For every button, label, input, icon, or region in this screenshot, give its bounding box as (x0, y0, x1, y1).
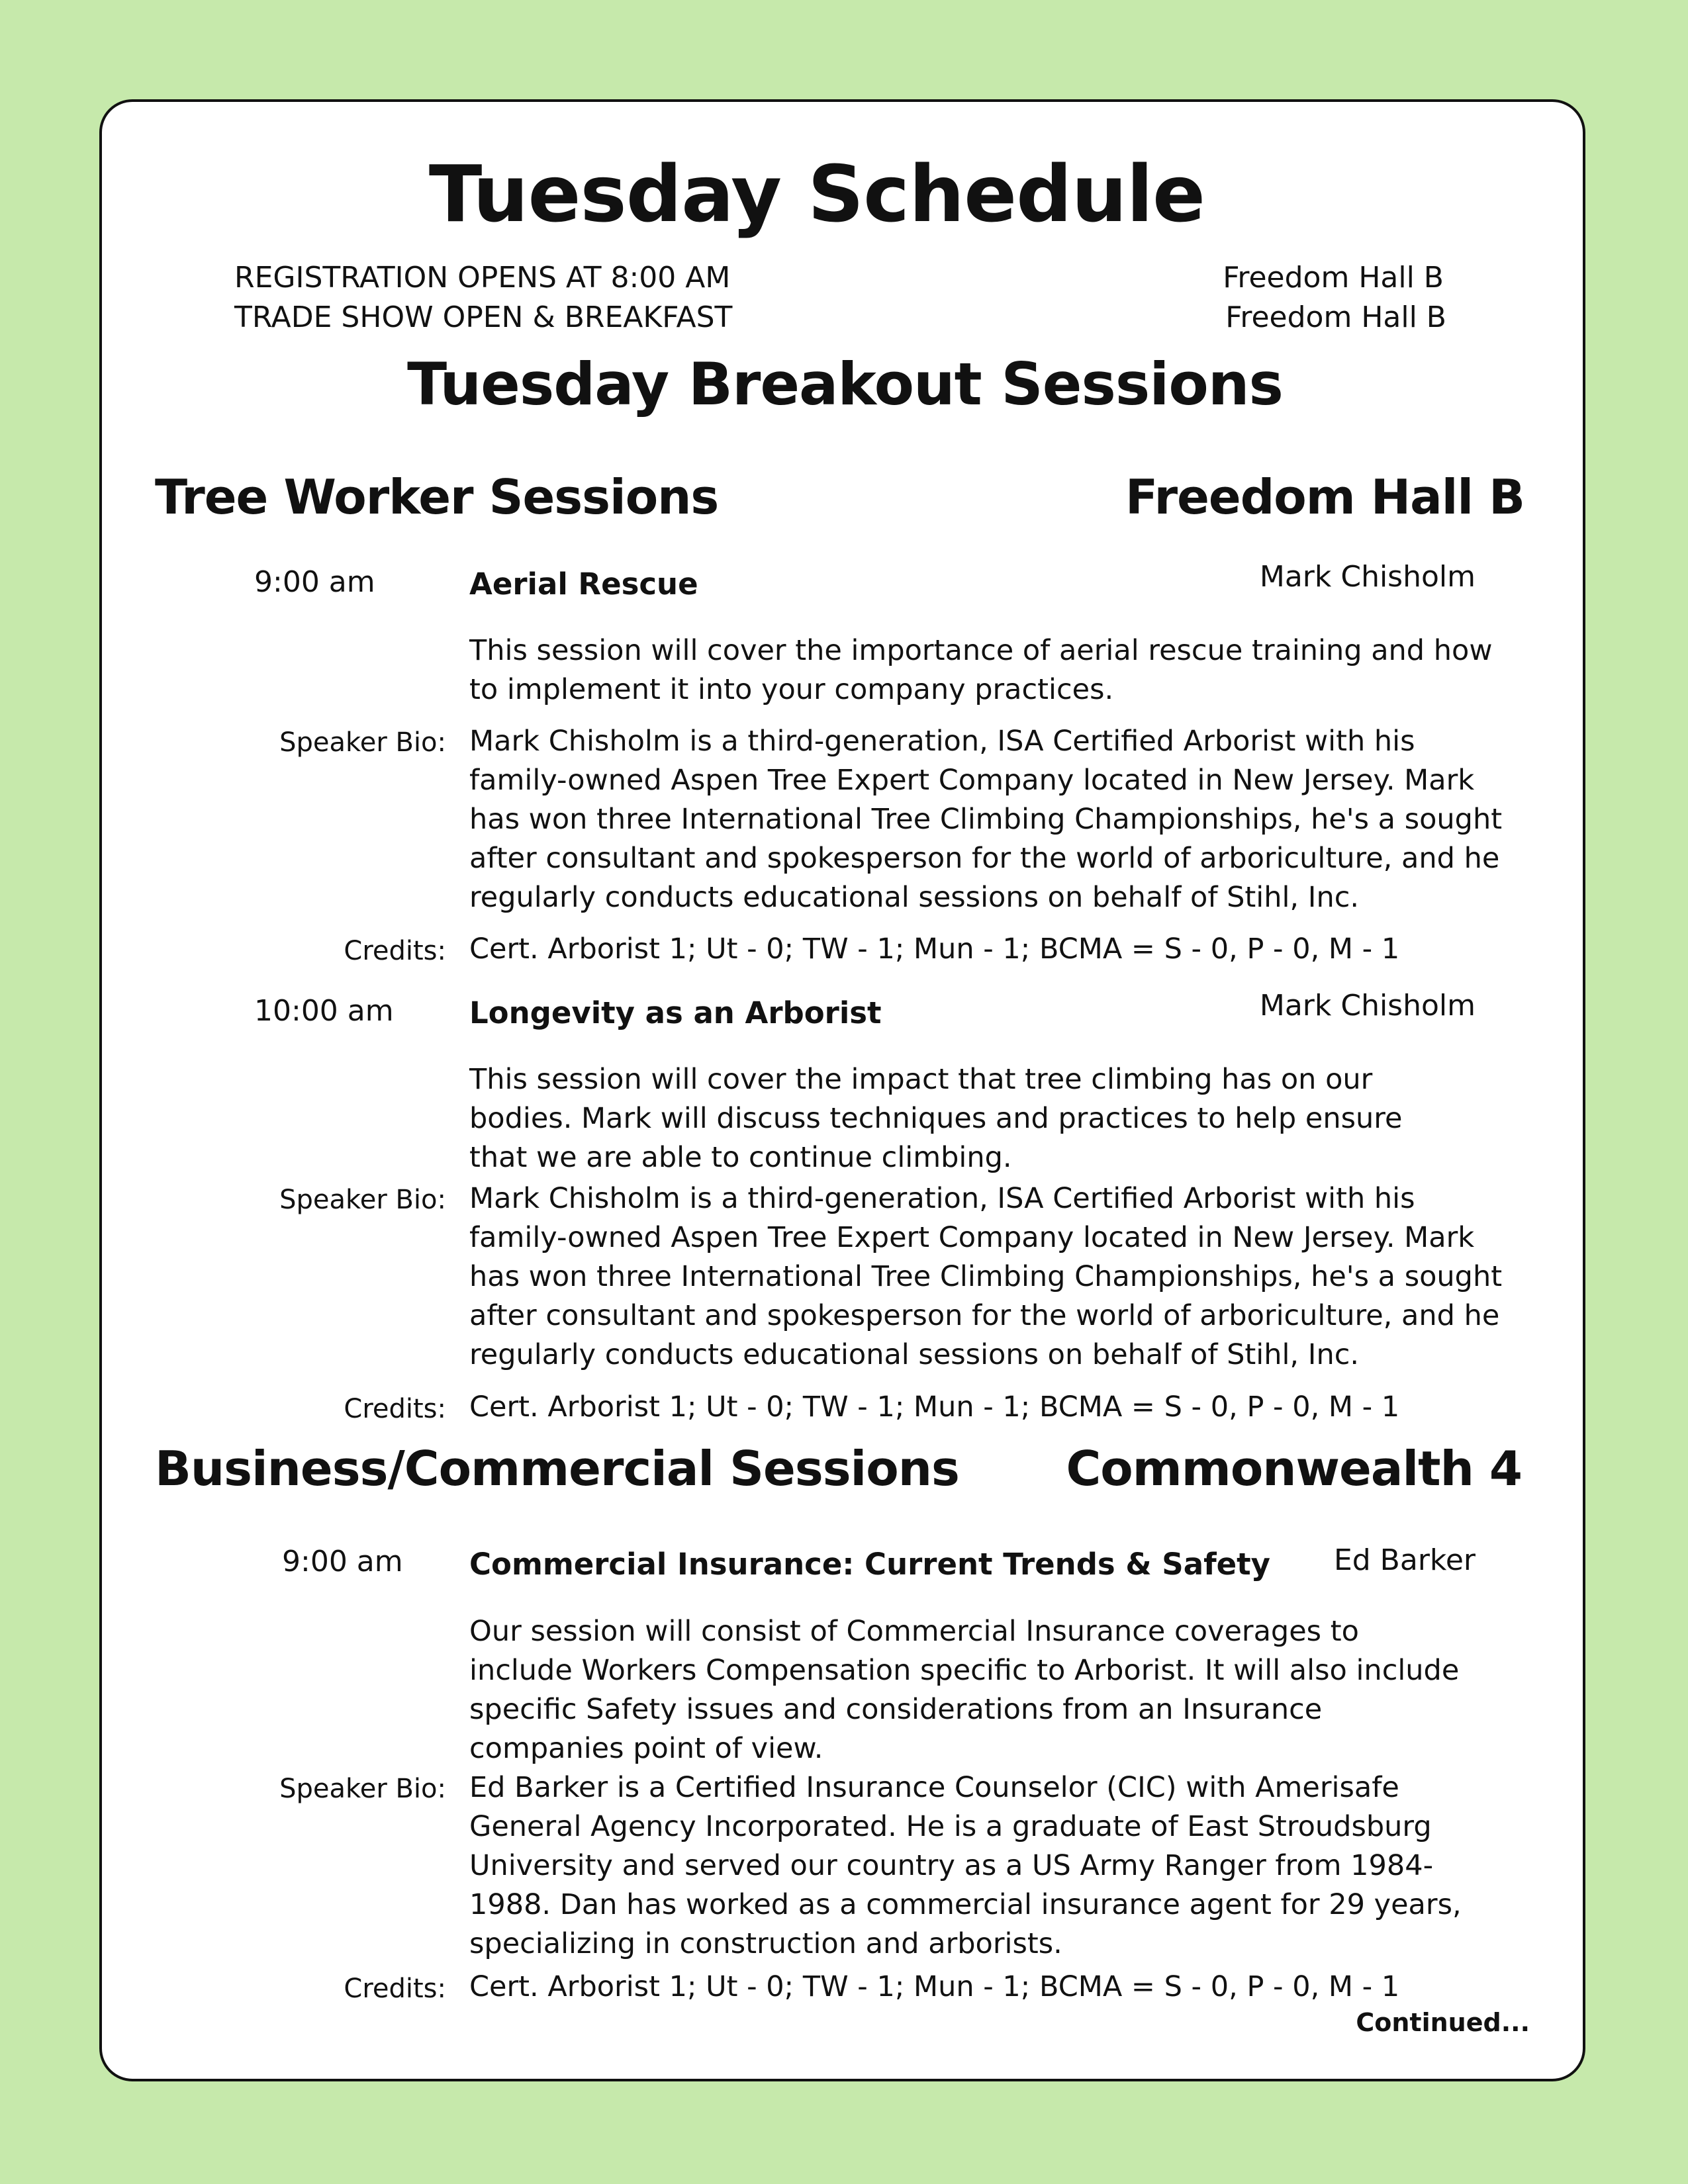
credits-label: Credits: (344, 1394, 446, 1424)
session-title: Commercial Insurance: Current Trends & Safety (469, 1547, 1271, 1582)
session-credits: Cert. Arborist 1; Ut - 0; TW - 1; Mun - 1; BCMA = S - 0, P - 0, M - 1 (469, 1390, 1400, 1424)
session-speaker: Ed Barker (1333, 1543, 1476, 1577)
session-title: Longevity as an Arborist (469, 995, 882, 1030)
session-title: Aerial Rescue (469, 567, 698, 602)
session-speaker: Mark Chisholm (1259, 560, 1476, 594)
section-room: Commonwealth 4 (1066, 1441, 1522, 1496)
session-description: Our session will consist of Commercial Insurance coverages to include Workers Compensation specific to Arborist. It will also include specific Safety issues and considerations from an Insurance companies point of view. (469, 1615, 1460, 1765)
breakout-title: Tuesday Breakout Sessions (407, 350, 1283, 418)
credits-label: Credits: (344, 1974, 446, 2004)
session-credits: Cert. Arborist 1; Ut - 0; TW - 1; Mun - 1; BCMA = S - 0, P - 0, M - 1 (469, 933, 1400, 966)
session-description: This session will cover the impact that tree climbing has on our bodies. Mark will discuss techniques and practices to help ensure that we are able to continue climbing. (469, 1063, 1403, 1174)
continued-note: Continued... (1356, 2008, 1530, 2037)
speaker-bio-label: Speaker Bio: (279, 1185, 446, 1215)
speaker-bio: Mark Chisholm is a third-generation, ISA Certified Arborist with his family-owned Aspen Tree Expert Company located in New Jersey. Mark has won three International Tree Climbing Championships, he's a sought after consultant and spokesperson for the world of arboriculture, and he regularly conducts educational sessions on behalf of Stihl, Inc. (469, 1182, 1503, 1371)
registration-location: Freedom Hall B (1223, 261, 1444, 295)
schedule-card (99, 99, 1585, 2081)
speaker-bio-label: Speaker Bio: (279, 1774, 446, 1804)
page-title: Tuesday Schedule (428, 148, 1205, 240)
session-speaker: Mark Chisholm (1259, 989, 1476, 1023)
trade-show-location: Freedom Hall B (1225, 300, 1446, 334)
session-description: This session will cover the importance of aerial rescue training and how to implement it into your company practices. (469, 634, 1493, 706)
section-title: Tree Worker Sessions (155, 469, 719, 525)
session-credits: Cert. Arborist 1; Ut - 0; TW - 1; Mun - 1; BCMA = S - 0, P - 0, M - 1 (469, 1970, 1400, 2003)
trade-show-label: TRADE SHOW OPEN & BREAKFAST (234, 300, 733, 334)
registration-label: REGISTRATION OPENS AT 8:00 AM (234, 261, 731, 295)
session-time: 10:00 am (254, 994, 394, 1028)
session-time: 9:00 am (254, 565, 375, 599)
speaker-bio-label: Speaker Bio: (279, 727, 446, 758)
section-room: Freedom Hall B (1125, 469, 1524, 525)
section-title: Business/Commercial Sessions (155, 1441, 959, 1496)
speaker-bio: Ed Barker is a Certified Insurance Counselor (CIC) with Amerisafe General Agency Incorporated. He is a graduate of East Stroudsburg University and served our country as a US Army Ranger from 1984-1988. Dan has worked as a commercial insurance agent for 29 years, specializing in construction and arborists. (469, 1771, 1462, 1960)
credits-label: Credits: (344, 936, 446, 966)
session-time: 9:00 am (282, 1545, 403, 1578)
speaker-bio: Mark Chisholm is a third-generation, ISA Certified Arborist with his family-owned Aspen Tree Expert Company located in New Jersey. Mark has won three International Tree Climbing Championships, he's a sought after consultant and spokesperson for the world of arboriculture, and he regularly conducts educational sessions on behalf of Stihl, Inc. (469, 725, 1503, 914)
